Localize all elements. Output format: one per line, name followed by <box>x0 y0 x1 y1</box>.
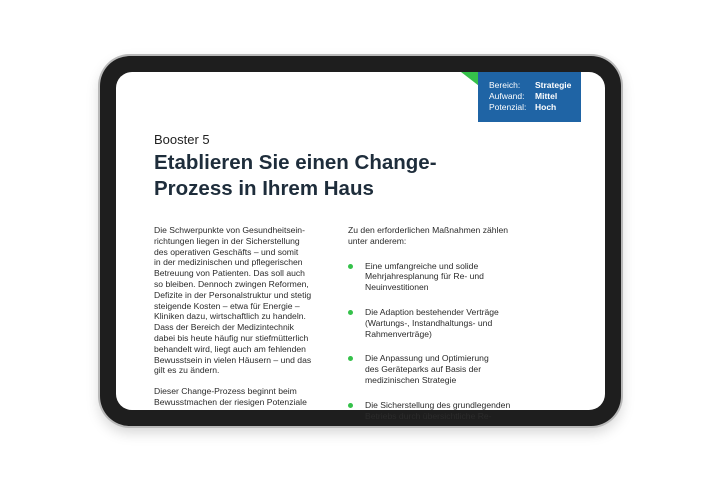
tablet-screen <box>116 72 605 421</box>
list-item-text: Die Adaption bestehender Verträge (Wartungs-, Instandhaltungs- und Rahmenverträge) <box>365 306 499 339</box>
bullet-dot-icon <box>348 310 353 315</box>
info-box <box>478 72 581 122</box>
measures-list <box>348 261 518 422</box>
list-item <box>348 353 518 385</box>
list-item <box>348 261 518 293</box>
info-value: Strategie <box>535 80 572 90</box>
info-row-bereich <box>489 80 581 91</box>
info-row-potenzial <box>489 102 581 113</box>
bullet-dot-icon <box>348 356 353 361</box>
list-item-text: Die Sicherstellung des grundlegenden Betriebs durch übersichtliche Re- <box>365 399 511 421</box>
list-item-text: Die Anpassung und Optimierung des Geräteparks auf Basis der medizinischen Strategie <box>365 353 489 385</box>
list-item <box>348 307 518 339</box>
column-right <box>348 225 518 435</box>
info-key: Bereich: <box>489 80 521 90</box>
body-paragraph: Die Schwerpunkte von Gesundheitsein- richtungen liegen in der Sicherstellung des operativen Geschäfts – und somit in der medizinischen und pflegerischen Betreuung von Patienten. Das soll auch so bleiben. Dennoch zwingen Reformen, Defizite in der Personalstruktur und stetig steigende Kosten – etwa für Energie – Kliniken dazu, wirtschaftlich zu handeln. Dass der Bereich der Medizintechnik dabei bis heute häufig nur stiefmütterlich behandelt wird, liegt auch am fehlenden Bewusstsein in vielen Häusern – und das gilt es zu ändern. <box>154 225 312 376</box>
info-value: Hoch <box>535 102 557 112</box>
page-title: Etablieren Sie einen Change- Prozess in Ihrem Haus <box>154 151 437 200</box>
booster-label: Booster 5 <box>154 132 210 147</box>
info-key: Potenzial: <box>489 102 527 112</box>
column-left <box>154 225 326 418</box>
bullet-dot-icon <box>348 264 353 269</box>
body-paragraph: Dieser Change-Prozess beginnt beim Bewusstmachen der riesigen Potenziale <box>154 386 307 407</box>
list-item-text: Eine umfangreiche und solide Mehrjahresplanung für Re- und Neuinvestitionen <box>365 260 484 293</box>
info-value: Mittel <box>535 91 558 101</box>
info-row-aufwand <box>489 91 581 102</box>
info-key: Aufwand: <box>489 91 525 101</box>
list-item <box>348 400 518 422</box>
bullet-dot-icon <box>348 403 353 408</box>
measures-intro: Zu den erforderlichen Maßnahmen zählen unter anderem: <box>348 225 509 246</box>
